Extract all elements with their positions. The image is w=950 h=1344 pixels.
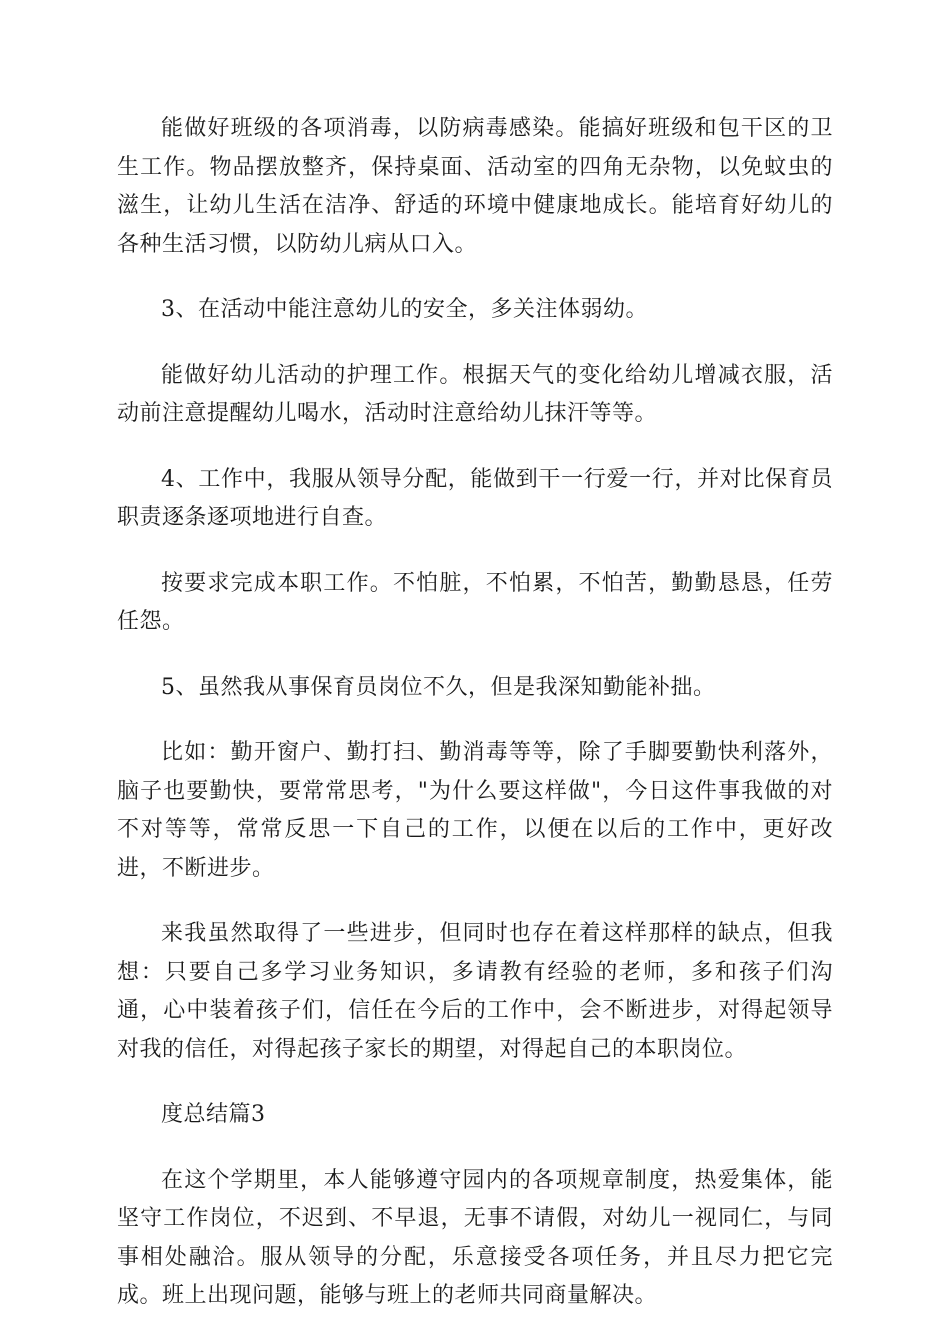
paragraph-item-4: 4、工作中，我服从领导分配，能做到干一行爱一行，并对比保育员职责逐条逐项地进行自查。	[117, 466, 833, 530]
section-heading: 度总结篇3	[161, 1102, 266, 1127]
paragraph-semester: 在这个学期里，本人能够遵守园内的各项规章制度，热爱集体，能坚守工作岗位，不迟到、不早退，无事不请假，对幼儿一视同仁，与同事相处融洽。服从领导的分配，乐意接受各项任务，并且尽力把它完成。班上出现问题，能够与班上的老师共同商量解决。	[117, 1167, 833, 1308]
paragraph-activity-care: 能做好幼儿活动的护理工作。根据天气的变化给幼儿增减衣服，活动前注意提醒幼儿喝水，活动时注意给幼儿抹汗等等。	[117, 362, 833, 426]
paragraph-item-3: 3、在活动中能注意幼儿的安全，多关注体弱幼。	[161, 297, 648, 322]
paragraph-item-5: 5、虽然我从事保育员岗位不久，但是我深知勤能补拙。	[161, 674, 716, 700]
paragraph-duty: 按要求完成本职工作。不怕脏，不怕累，不怕苦，勤勤恳恳，任劳任怨。	[117, 570, 833, 634]
paragraph-example: 比如：勤开窗户、勤打扫、勤消毒等等，除了手脚要勤快利落外，脑子也要勤快，要常常思考，"为什么要这样做"，今日这件事我做的对不对等等，常常反思一下自己的工作，以便在以后的工作中，更好改进，不断进步。	[117, 740, 833, 881]
document-page	[117, 110, 833, 1343]
paragraph-reflection: 来我虽然取得了一些进步，但同时也存在着这样那样的缺点，但我想：只要自己多学习业务知识，多请教有经验的老师，多和孩子们沟通，心中装着孩子们，信任在今后的工作中，会不断进步，对得起领导对我的信任，对得起孩子家长的期望，对得起自己的本职岗位。	[117, 921, 833, 1062]
paragraph-hygiene: 能做好班级的各项消毒，以防病毒感染。能搞好班级和包干区的卫生工作。物品摆放整齐，保持桌面、活动室的四角无杂物，以免蚊虫的滋生，让幼儿生活在洁净、舒适的环境中健康地成长。能培育好幼儿的各种生活习惯，以防幼儿病从口入。	[117, 116, 833, 257]
